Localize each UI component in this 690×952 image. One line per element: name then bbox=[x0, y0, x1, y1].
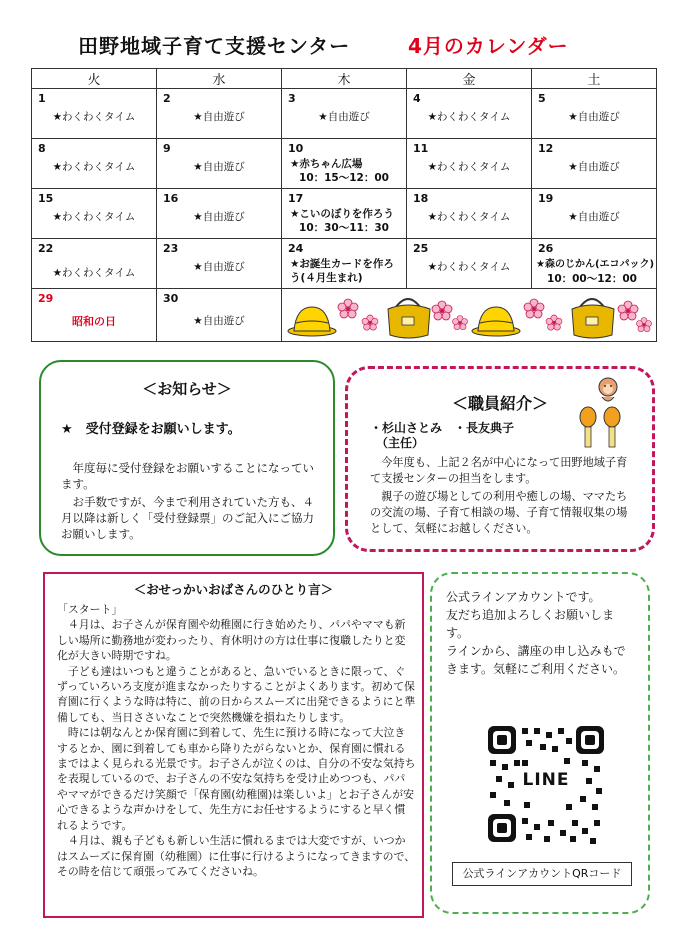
notice-paragraph: お手数ですが、今まで利用されていた方も、４月以降は新しく「受付登録票」のご記入にご協力お願いします。 bbox=[61, 495, 314, 541]
day-number: 22 bbox=[38, 242, 54, 255]
calendar-week bbox=[32, 289, 657, 342]
decoration-cell bbox=[282, 289, 657, 342]
holiday-label: 昭和の日 bbox=[72, 315, 116, 328]
event-title: ★こいのぼりを作ろう bbox=[290, 208, 394, 220]
day-number: 19 bbox=[538, 192, 554, 205]
day-number: 26 bbox=[538, 242, 554, 255]
calendar-day bbox=[532, 189, 657, 239]
event-title: ★森のじかん(エコパック) bbox=[536, 259, 655, 270]
day-event: ★自由遊び bbox=[568, 161, 620, 173]
day-number: 23 bbox=[163, 242, 179, 255]
calendar-day bbox=[532, 139, 657, 189]
flower-icon bbox=[338, 299, 358, 318]
calendar-day bbox=[532, 239, 657, 289]
line-account-box bbox=[430, 572, 650, 914]
day-number: 24 bbox=[288, 242, 304, 255]
day-event: ★自由遊び bbox=[568, 111, 620, 123]
flower-icon bbox=[546, 315, 562, 330]
weekday-wed: 水 bbox=[157, 69, 282, 89]
flower-icon bbox=[618, 301, 638, 320]
notice-title: ＜お知らせ＞ bbox=[142, 380, 232, 398]
column-paragraph: ４月は、お子さんが保育園や幼稚園に行き始めたり、パパやママも新しい場所に勤務地が変わったり、育休明けの方は仕事に復職したりと変化が大きい時期ですね。 bbox=[57, 618, 406, 663]
calendar-day bbox=[407, 189, 532, 239]
staff-paragraph: 親子の遊び場としての利用や癒しの場、ママたちの交流の場、子育て相談の場、子育て情報収集の場として、気軽にお越しください。 bbox=[370, 490, 628, 535]
calendar-day bbox=[282, 89, 407, 139]
calendar-day bbox=[32, 189, 157, 239]
day-number: 25 bbox=[413, 242, 429, 255]
day-event: ★わくわくタイム bbox=[427, 161, 511, 173]
day-event: ★自由遊び bbox=[318, 111, 370, 123]
day-event: ★自由遊び bbox=[193, 161, 245, 173]
calendar-day bbox=[157, 89, 282, 139]
day-event: ★わくわくタイム bbox=[52, 211, 136, 223]
calendar-week bbox=[32, 89, 657, 139]
day-event: ★自由遊び bbox=[193, 261, 245, 273]
day-event: ★自由遊び bbox=[568, 211, 620, 223]
column-paragraph: 子ども達はいつもと違うことがあると、急いでいるときに限って、ぐずっていろいろ支度が進まなかったりすることがよくあります。初めて保育園に行くような時は特に、前の日からスムーズに出発できるようにと準備しても、当日ささいなことで突然機嫌を損ねたりします。 bbox=[57, 664, 416, 724]
hat-icon bbox=[288, 307, 336, 336]
day-number: 12 bbox=[538, 142, 554, 155]
day-number: 30 bbox=[163, 292, 179, 305]
staff-paragraph: 今年度も、上記２名が中心になって田野地域子育て支援センターの担当をします。 bbox=[370, 456, 628, 485]
column-paragraph: 時には朝なんとか保育園に到着して、先生に預ける時になって大泣きするとか、園に到着しても車から降りたがらないとか、保育園に慣れるまではよく見られる光景です。お子さんが泣くのは、自分の不安な気持ちを表現しているので、お子さんの不安な気持ちを受け止めつつも、パパやママができるだけ笑顔で「保育園(幼稚園)は楽しいよ」とお子さんが安心できるような声かけをして、先生方にお任せするようにすると早く慣れるようです。 bbox=[57, 726, 416, 832]
weekday-sat: 土 bbox=[532, 69, 657, 89]
calendar-day bbox=[282, 239, 407, 289]
calendar-day bbox=[282, 139, 407, 189]
day-number: 17 bbox=[288, 192, 304, 205]
day-number: 1 bbox=[38, 92, 46, 105]
day-event: ★自由遊び bbox=[193, 315, 245, 327]
calendar-day bbox=[32, 139, 157, 189]
staff-names bbox=[370, 421, 514, 451]
flower-icon bbox=[524, 299, 544, 318]
day-number: 11 bbox=[413, 142, 429, 155]
page-header bbox=[0, 30, 690, 60]
day-number: 16 bbox=[163, 192, 179, 205]
day-event bbox=[290, 257, 406, 285]
calendar-day bbox=[32, 289, 157, 342]
calendar-day bbox=[157, 239, 282, 289]
day-event: ★わくわくタイム bbox=[52, 161, 136, 173]
calendar-day bbox=[407, 239, 532, 289]
day-event: ★わくわくタイム bbox=[427, 111, 511, 123]
staff-role: （主任） bbox=[370, 436, 425, 450]
day-event: ★自由遊び bbox=[193, 211, 245, 223]
day-event bbox=[536, 257, 656, 286]
column-title: ＜おせっかいおばさんのひとり言＞ bbox=[133, 582, 334, 597]
day-event bbox=[290, 157, 406, 185]
notice-paragraph: 年度毎に受付登録をお願いすることになっています。 bbox=[61, 461, 314, 491]
weekday-tue: 火 bbox=[32, 69, 157, 89]
monkey-maracas-icon bbox=[574, 373, 630, 453]
calendar-day bbox=[407, 89, 532, 139]
day-number: 5 bbox=[538, 92, 546, 105]
flower-icon bbox=[432, 301, 452, 320]
day-event: ★自由遊び bbox=[193, 111, 245, 123]
day-number: 8 bbox=[38, 142, 46, 155]
calendar-day bbox=[157, 189, 282, 239]
event-time: 10：00～12：00 bbox=[547, 273, 637, 285]
day-number: 10 bbox=[288, 142, 304, 155]
event-title: ★お誕生カードを作ろ bbox=[290, 258, 394, 270]
day-number: 2 bbox=[163, 92, 171, 105]
column-text bbox=[57, 602, 416, 879]
calendar-week bbox=[32, 239, 657, 289]
calendar-day bbox=[32, 239, 157, 289]
weekday-header-row bbox=[32, 69, 657, 89]
day-event: ★わくわくタイム bbox=[427, 211, 511, 223]
calendar-day bbox=[157, 139, 282, 189]
calendar-table bbox=[31, 68, 657, 342]
staff-title: ＜職員紹介＞ bbox=[451, 394, 548, 413]
staff-box bbox=[345, 366, 655, 552]
notice-headline: ★ 受付登録をお願いします。 bbox=[61, 422, 241, 437]
calendar-day bbox=[407, 139, 532, 189]
column-paragraph: ４月は、親も子どもも新しい生活に慣れるまでは大変ですが、いつかはスムーズに保育園（幼稚園）に仕事に行けるようになってきますので、その時を信じて頑張ってみてくださいね。 bbox=[57, 834, 416, 878]
hat-icon bbox=[472, 307, 520, 336]
bag-icon bbox=[572, 299, 614, 338]
event-title: ★赤ちゃん広場 bbox=[290, 158, 363, 170]
decoration-strip bbox=[282, 289, 657, 341]
event-title-cont: う(４月生まれ) bbox=[290, 272, 363, 284]
qr-caption: 公式ラインアカウントQRコード bbox=[452, 862, 632, 886]
qr-center-label: LINE bbox=[522, 770, 570, 790]
month-title: 4月のカレンダー bbox=[408, 34, 569, 58]
day-number: 18 bbox=[413, 192, 429, 205]
calendar-day bbox=[282, 189, 407, 239]
calendar-week bbox=[32, 189, 657, 239]
calendar-week bbox=[32, 139, 657, 189]
day-number: 3 bbox=[288, 92, 296, 105]
day-number: 29 bbox=[38, 292, 54, 305]
line-text-line: ラインから、講座の申し込みもできます。気軽にご利用ください。 bbox=[446, 644, 626, 676]
line-text bbox=[446, 588, 636, 678]
day-number: 9 bbox=[163, 142, 171, 155]
weekday-fri: 金 bbox=[407, 69, 532, 89]
flower-icon bbox=[453, 316, 468, 330]
notice-box bbox=[39, 360, 335, 556]
day-event: ★わくわくタイム bbox=[427, 261, 511, 273]
event-time: 10：30～11：30 bbox=[299, 222, 389, 234]
calendar-day bbox=[32, 89, 157, 139]
column-heading: 「スタート」 bbox=[57, 603, 123, 616]
day-number: 15 bbox=[38, 192, 54, 205]
line-text-line: 友だち追加よろしくお願いします。 bbox=[446, 608, 615, 640]
flower-icon bbox=[362, 315, 378, 330]
event-time: 10：15～12：00 bbox=[299, 172, 389, 184]
page-title: 田野地域子育て支援センター bbox=[78, 34, 351, 58]
calendar-day bbox=[157, 289, 282, 342]
day-event: ★わくわくタイム bbox=[52, 267, 136, 279]
line-text-line: 公式ラインアカウントです。 bbox=[446, 590, 601, 604]
bag-icon bbox=[388, 299, 430, 338]
day-number: 4 bbox=[413, 92, 421, 105]
flower-icon bbox=[637, 318, 652, 332]
day-event: ★わくわくタイム bbox=[52, 111, 136, 123]
calendar-day bbox=[532, 89, 657, 139]
day-event bbox=[290, 207, 406, 235]
staff-names-line: ・杉山さとみ ・長友典子 bbox=[370, 421, 515, 435]
column-box bbox=[43, 572, 424, 918]
weekday-thu: 木 bbox=[282, 69, 407, 89]
